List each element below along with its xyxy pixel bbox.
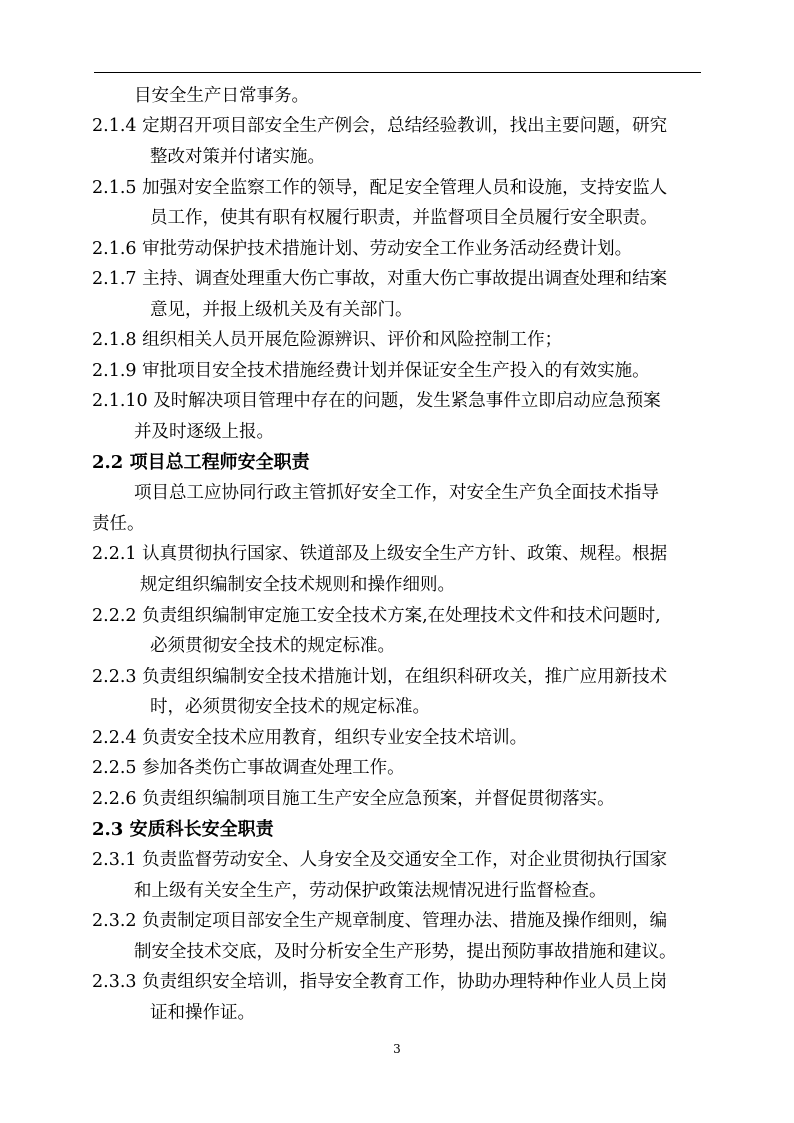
text-line: 2.2.1 认真贯彻执行国家、铁道部及上级安全生产方针、政策、规程。根据 <box>92 544 668 564</box>
text-line: 2.2.3 负责组织编制安全技术措施计划，在组织科研攻关，推广应用新技术 <box>92 667 668 687</box>
text-line: 2.3.2 负责制定项目部安全生产规章制度、管理办法、措施及操作细则，编 <box>92 911 668 931</box>
text-line: 项目总工应协同行政主管抓好安全工作，对安全生产负全面技术指导 <box>134 483 659 503</box>
text-line: 员工作，使其有职有权履行职责，并监督项目全员履行安全职责。 <box>150 208 658 228</box>
text-line: 并及时逐级上报。 <box>134 422 274 442</box>
page-number: 3 <box>393 1042 401 1056</box>
text-line: 目安全生产日常事务。 <box>134 86 309 106</box>
section-heading: 2.3 安质科长安全职责 <box>92 819 274 840</box>
text-line: 和上级有关安全生产，劳动保护政策法规情况进行监督检查。 <box>134 881 607 901</box>
text-line: 2.1.10 及时解决项目管理中存在的问题，发生紧急事件立即启动应急预案 <box>92 391 661 411</box>
text-line: 2.2.5 参加各类伤亡事故调查处理工作。 <box>92 758 405 778</box>
text-line: 制安全技术交底，及时分析安全生产形势，提出预防事故措施和建议。 <box>134 942 677 962</box>
text-line: 规定组织编制安全技术规则和操作细则。 <box>140 575 455 595</box>
text-line: 2.1.7 主持、调查处理重大伤亡事故，对重大伤亡事故提出调查处理和结案 <box>92 269 668 289</box>
text-line: 2.1.4 定期召开项目部安全生产例会，总结经验教训，找出主要问题，研究 <box>92 116 668 136</box>
text-line: 证和操作证。 <box>150 1003 255 1023</box>
text-line: 2.3.1 负责监督劳动安全、人身安全及交通安全工作，对企业贯彻执行国家 <box>92 850 668 870</box>
text-line: 2.1.8 组织相关人员开展危险源辨识、评价和风险控制工作； <box>92 330 563 350</box>
text-line: 意见，并报上级机关及有关部门。 <box>150 300 413 320</box>
text-line: 2.2.2 负责组织编制审定施工安全技术方案,在处理技术文件和技术问题时, <box>92 606 661 626</box>
text-line: 必须贯彻安全技术的规定标准。 <box>150 636 395 656</box>
text-line: 整改对策并付诸实施。 <box>150 147 325 167</box>
text-line: 责任。 <box>92 514 145 534</box>
text-line: 2.1.5 加强对安全监察工作的领导，配足安全管理人员和设施，支持安监人 <box>92 178 668 198</box>
header-rule <box>94 72 701 73</box>
text-line: 2.3.3 负责组织安全培训，指导安全教育工作，协助办理特种作业人员上岗 <box>92 972 668 992</box>
text-line: 2.2.6 负责组织编制项目施工生产安全应急预案，并督促贯彻落实。 <box>92 789 615 809</box>
text-line: 2.1.6 审批劳动保护技术措施计划、劳动安全工作业务活动经费计划。 <box>92 239 633 259</box>
text-line: 2.1.9 审批项目安全技术措施经费计划并保证安全生产投入的有效实施。 <box>92 361 650 381</box>
text-line: 2.2.4 负责安全技术应用教育，组织专业安全技术培训。 <box>92 728 528 748</box>
section-heading: 2.2 项目总工程师安全职责 <box>92 452 310 473</box>
text-line: 时，必须贯彻安全技术的规定标准。 <box>150 697 430 717</box>
